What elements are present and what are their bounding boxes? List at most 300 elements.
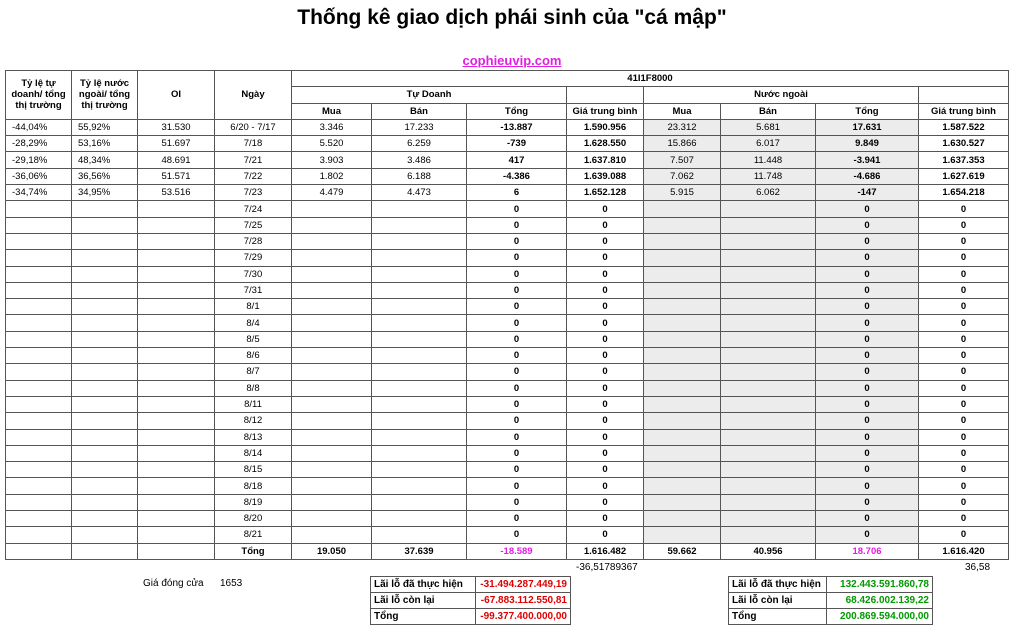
site-link[interactable]: cophieuvip.com [462,53,562,68]
nn-ban-cell: 11.748 [721,168,816,184]
ratio-nn-cell: 34,95% [72,185,138,201]
td-tong-cell: 0 [467,494,567,510]
nn-ban-cell [721,331,816,347]
date-cell: 7/18 [215,136,292,152]
date-cell: 8/14 [215,445,292,461]
td-mua-cell [292,527,372,543]
header-nn-gia: Giá trung bình [919,103,1009,119]
td-mua-cell [292,511,372,527]
td-gia-cell: 0 [567,527,644,543]
nn-tong-cell: 0 [816,429,919,445]
nn-ban-cell [721,429,816,445]
oi-cell [138,217,215,233]
date-cell: 7/23 [215,185,292,201]
ratio-nn-cell [72,396,138,412]
td-ban-cell [372,282,467,298]
td-mua-cell: 3.903 [292,152,372,168]
td-ban-cell [372,478,467,494]
ratio-td-cell: -28,29% [6,136,72,152]
nn-gia-cell: 0 [919,364,1009,380]
date-cell: 8/11 [215,396,292,412]
oi-cell [138,494,215,510]
td-tong-cell: 0 [467,217,567,233]
nn-mua-cell [644,282,721,298]
oi-cell [138,511,215,527]
td-mua-cell [292,380,372,396]
nn-tong-cell: 0 [816,478,919,494]
nn-mua-cell [644,527,721,543]
nn-gia-cell: 0 [919,445,1009,461]
nn-tong-cell: 0 [816,527,919,543]
ratio-td-cell [6,233,72,249]
ratio-td-cell [6,413,72,429]
td-tong-cell: 0 [467,282,567,298]
header-nn-ban: Bán [721,103,816,119]
table-row [6,429,1009,445]
nn-gia-cell: 1.630.527 [919,136,1009,152]
table-row [6,168,1009,184]
nn-tong-cell: 0 [816,445,919,461]
header-oi: OI [138,71,215,120]
td-ban-cell [372,494,467,510]
ratio-td-cell [6,478,72,494]
nn-tong-cell: 0 [816,201,919,217]
td-mua-cell [292,445,372,461]
ratio-nn-cell [72,250,138,266]
date-cell: 8/21 [215,527,292,543]
oi-cell [138,331,215,347]
ratio-td-cell [6,348,72,364]
nn-tong-cell: 0 [816,282,919,298]
ratio-td-cell: -29,18% [6,152,72,168]
td-ban-cell [372,217,467,233]
nn-tong-cell: 0 [816,266,919,282]
td-tong-cell: 0 [467,462,567,478]
td-tong-cell: 0 [467,201,567,217]
oi-cell: 51.571 [138,168,215,184]
nn-tong-cell: 0 [816,462,919,478]
nn-mua-cell [644,364,721,380]
date-cell: 8/5 [215,331,292,347]
table-row [6,364,1009,380]
date-cell: 7/29 [215,250,292,266]
oi-cell [138,315,215,331]
ratio-nn-cell: 53,16% [72,136,138,152]
oi-cell [138,527,215,543]
td-mua-cell [292,250,372,266]
ratio-nn-cell [72,478,138,494]
td-ban-cell: 3.486 [372,152,467,168]
nn-mua-cell [644,380,721,396]
ratio-nn-cell [72,299,138,315]
td-mua-cell [292,494,372,510]
td-gia-cell: 0 [567,429,644,445]
nn-mua-cell [644,315,721,331]
td-gia-cell: 0 [567,299,644,315]
oi-cell [138,364,215,380]
td-mua-cell [292,282,372,298]
empty-cell [6,543,72,559]
td-ban-cell [372,462,467,478]
td-mua-cell [292,429,372,445]
date-cell: 8/18 [215,478,292,494]
nn-gia-cell: 0 [919,266,1009,282]
date-cell: 8/6 [215,348,292,364]
total-label-cell: Tổng [215,543,292,559]
td-gia-cell: 0 [567,250,644,266]
nn-note: 36,58 [965,562,991,573]
nn-gia-cell: 0 [919,250,1009,266]
td-gia-cell: 0 [567,413,644,429]
nn-tong-cell: 0 [816,396,919,412]
nn-gia-cell: 0 [919,282,1009,298]
nn-ban-cell [721,396,816,412]
table-row [6,315,1009,331]
nn-tong-cell: 0 [816,217,919,233]
td-ban-cell [372,380,467,396]
ratio-td-cell [6,201,72,217]
date-cell: 8/15 [215,462,292,478]
td-note: -36,51789367 [576,562,638,573]
td-ban-cell [372,299,467,315]
ratio-nn-cell [72,445,138,461]
td-mua-cell: 4.479 [292,185,372,201]
nn-gia-cell: 0 [919,348,1009,364]
date-cell: 7/22 [215,168,292,184]
nn-ban-cell [721,282,816,298]
ratio-nn-cell [72,494,138,510]
td-tong-cell: -4.386 [467,168,567,184]
table-row [6,462,1009,478]
td-ban-cell [372,396,467,412]
td-gia-cell: 0 [567,511,644,527]
date-cell: 8/19 [215,494,292,510]
ratio-td-cell [6,217,72,233]
table-row [6,119,1009,135]
ratio-td-cell [6,396,72,412]
ratio-nn-cell: 55,92% [72,119,138,135]
ratio-td-cell [6,380,72,396]
td-ban-cell [372,250,467,266]
header-td-tong: Tổng [467,103,567,119]
oi-cell [138,429,215,445]
table-row [6,511,1009,527]
ratio-nn-cell [72,201,138,217]
pl-label: Lãi lỗ đã thực hiện [729,577,827,593]
td-ban-cell [372,511,467,527]
ratio-nn-cell [72,348,138,364]
table-row [6,380,1009,396]
td-tong-cell: 0 [467,478,567,494]
nn-mua-cell [644,511,721,527]
nn-tong-cell: 0 [816,315,919,331]
date-cell: 7/31 [215,282,292,298]
td-gia-cell: 0 [567,266,644,282]
td-gia-cell: 0 [567,201,644,217]
nn-ban-cell [721,462,816,478]
nn-mua-cell [644,233,721,249]
td-tong-cell: 0 [467,331,567,347]
td-mua-cell: 1.802 [292,168,372,184]
ratio-nn-cell [72,233,138,249]
header-td-gia: Giá trung bình [567,103,644,119]
td-tong-cell: 0 [467,445,567,461]
td-mua-cell [292,462,372,478]
table-row [6,527,1009,543]
header-blank [919,87,1009,103]
td-ban-cell: 4.473 [372,185,467,201]
ratio-td-cell [6,331,72,347]
td-mua-cell [292,478,372,494]
td-ban-cell [372,364,467,380]
table-row [6,478,1009,494]
nn-ban-cell [721,299,816,315]
page-title: Thống kê giao dịch phái sinh của "cá mập" [297,6,727,29]
header-td-mua: Mua [292,103,372,119]
ratio-td-cell [6,282,72,298]
date-cell: 8/8 [215,380,292,396]
table-row [6,136,1009,152]
td-mua-cell [292,266,372,282]
table-row [6,396,1009,412]
ratio-td-cell [6,462,72,478]
nn-ban-cell [721,201,816,217]
td-gia-cell: 0 [567,380,644,396]
td-mua-cell [292,201,372,217]
pl-value: 200.869.594.000,00 [827,609,933,625]
nn-gia-cell: 0 [919,217,1009,233]
pl-value: -99.377.400.000,00 [476,609,571,625]
ratio-td-cell [6,250,72,266]
header-ratio-td: Tỷ lệ tự doanh/ tổng thị trường [6,71,72,120]
pl-label: Lãi lỗ đã thực hiện [371,577,476,593]
date-cell: 8/7 [215,364,292,380]
oi-cell: 53.516 [138,185,215,201]
total-nn-tong: 18.706 [816,543,919,559]
pl-value: 132.443.591.860,78 [827,577,933,593]
nn-ban-cell [721,413,816,429]
td-tong-cell: 0 [467,413,567,429]
ratio-td-cell: -44,04% [6,119,72,135]
nn-ban-cell [721,217,816,233]
td-gia-cell: 0 [567,364,644,380]
oi-cell [138,478,215,494]
ratio-nn-cell [72,462,138,478]
oi-cell: 31.530 [138,119,215,135]
table-row [6,494,1009,510]
td-ban-cell [372,266,467,282]
ratio-td-cell [6,266,72,282]
td-tong-cell: 0 [467,396,567,412]
nn-ban-cell [721,348,816,364]
td-ban-cell [372,445,467,461]
ratio-nn-cell [72,315,138,331]
td-tong-cell: 0 [467,527,567,543]
ratio-td-cell: -36,06% [6,168,72,184]
nn-tong-cell: 0 [816,348,919,364]
nn-gia-cell: 0 [919,511,1009,527]
td-gia-cell: 0 [567,445,644,461]
td-tong-cell: 0 [467,266,567,282]
nn-gia-cell: 0 [919,331,1009,347]
td-mua-cell [292,396,372,412]
pl-value: -67.883.112.550,81 [476,593,571,609]
td-ban-cell [372,429,467,445]
nn-tong-cell: 0 [816,413,919,429]
ratio-nn-cell: 48,34% [72,152,138,168]
header-blank [567,87,644,103]
td-tong-cell: 0 [467,233,567,249]
td-ban-cell [372,315,467,331]
table-row [6,282,1009,298]
nn-tong-cell: 9.849 [816,136,919,152]
nn-mua-cell: 23.312 [644,119,721,135]
nn-ban-cell [721,250,816,266]
nn-gia-cell: 0 [919,201,1009,217]
td-mua-cell [292,331,372,347]
total-td-tong: -18.589 [467,543,567,559]
nn-gia-cell: 1.637.353 [919,152,1009,168]
header-contract: 41I1F8000 [292,71,1009,87]
nn-mua-cell [644,429,721,445]
td-gia-cell: 0 [567,331,644,347]
total-nn-gia: 1.616.420 [919,543,1009,559]
td-mua-cell [292,413,372,429]
td-gia-cell: 0 [567,348,644,364]
pl-label: Lãi lỗ còn lại [371,593,476,609]
nn-gia-cell: 0 [919,462,1009,478]
oi-cell [138,413,215,429]
date-cell: 8/13 [215,429,292,445]
ratio-nn-cell [72,331,138,347]
nn-ban-cell [721,494,816,510]
td-mua-cell [292,315,372,331]
empty-cell [138,543,215,559]
td-ban-cell: 6.259 [372,136,467,152]
oi-cell [138,396,215,412]
nn-ban-cell: 6.062 [721,185,816,201]
td-mua-cell: 3.346 [292,119,372,135]
close-price-label: Giá đóng cửa [143,578,204,589]
ratio-nn-cell: 36,56% [72,168,138,184]
td-gia-cell: 1.637.810 [567,152,644,168]
ratio-nn-cell [72,511,138,527]
nn-tong-cell: -3.941 [816,152,919,168]
nn-gia-cell: 0 [919,396,1009,412]
td-ban-cell [372,413,467,429]
empty-cell [72,543,138,559]
ratio-nn-cell [72,266,138,282]
td-ban-cell [372,348,467,364]
oi-cell [138,282,215,298]
nn-ban-cell [721,266,816,282]
td-gia-cell: 0 [567,282,644,298]
ratio-nn-cell [72,364,138,380]
oi-cell [138,201,215,217]
td-tong-cell: 6 [467,185,567,201]
pl-label: Tổng [729,609,827,625]
td-ban-cell: 17.233 [372,119,467,135]
nn-mua-cell [644,478,721,494]
td-gia-cell: 1.652.128 [567,185,644,201]
pl-value: -31.494.287.449,19 [476,577,571,593]
total-nn-mua: 59.662 [644,543,721,559]
ratio-td-cell [6,511,72,527]
pl-value: 68.426.002.139,22 [827,593,933,609]
nn-mua-cell [644,413,721,429]
nn-ban-cell: 11.448 [721,152,816,168]
td-gia-cell: 1.639.088 [567,168,644,184]
nn-mua-cell [644,348,721,364]
td-tong-cell: 0 [467,250,567,266]
nn-mua-cell [644,445,721,461]
td-mua-cell [292,217,372,233]
nn-gia-cell: 1.654.218 [919,185,1009,201]
nn-ban-cell [721,315,816,331]
pl-label: Lãi lỗ còn lại [729,593,827,609]
table-row [6,152,1009,168]
oi-cell [138,250,215,266]
table-row [6,185,1009,201]
td-gia-cell: 0 [567,462,644,478]
table-row [6,445,1009,461]
close-price-value: 1653 [220,578,243,589]
nn-gia-cell: 0 [919,413,1009,429]
nn-gia-cell: 0 [919,299,1009,315]
ratio-nn-cell [72,429,138,445]
nn-tong-cell: 0 [816,511,919,527]
date-cell: 8/4 [215,315,292,331]
ratio-nn-cell [72,380,138,396]
ratio-nn-cell [72,413,138,429]
td-tong-cell: 417 [467,152,567,168]
ratio-td-cell [6,445,72,461]
td-gia-cell: 0 [567,478,644,494]
date-cell: 8/20 [215,511,292,527]
header-ratio-nn: Tỷ lệ nước ngoài/ tổng thị trường [72,71,138,120]
ratio-nn-cell [72,527,138,543]
date-cell: 8/12 [215,413,292,429]
nn-tong-cell: 0 [816,299,919,315]
header-nn-tong: Tổng [816,103,919,119]
nn-mua-cell: 5.915 [644,185,721,201]
date-cell: 7/21 [215,152,292,168]
td-ban-cell [372,527,467,543]
date-cell: 7/28 [215,233,292,249]
pl-table-tu-doanh [370,576,571,625]
nn-mua-cell [644,331,721,347]
total-row [6,543,1009,559]
nn-tong-cell: 0 [816,233,919,249]
nn-mua-cell [644,462,721,478]
oi-cell [138,445,215,461]
nn-mua-cell [644,396,721,412]
td-mua-cell [292,299,372,315]
total-nn-ban: 40.956 [721,543,816,559]
nn-gia-cell: 0 [919,380,1009,396]
nn-tong-cell: -4.686 [816,168,919,184]
nn-ban-cell [721,445,816,461]
header-tu-doanh: Tự Doanh [292,87,567,103]
pl-table-nuoc-ngoai [728,576,933,625]
nn-ban-cell [721,364,816,380]
oi-cell [138,266,215,282]
td-gia-cell: 1.628.550 [567,136,644,152]
td-gia-cell: 0 [567,315,644,331]
td-ban-cell: 6.188 [372,168,467,184]
nn-gia-cell: 0 [919,494,1009,510]
nn-tong-cell: -147 [816,185,919,201]
